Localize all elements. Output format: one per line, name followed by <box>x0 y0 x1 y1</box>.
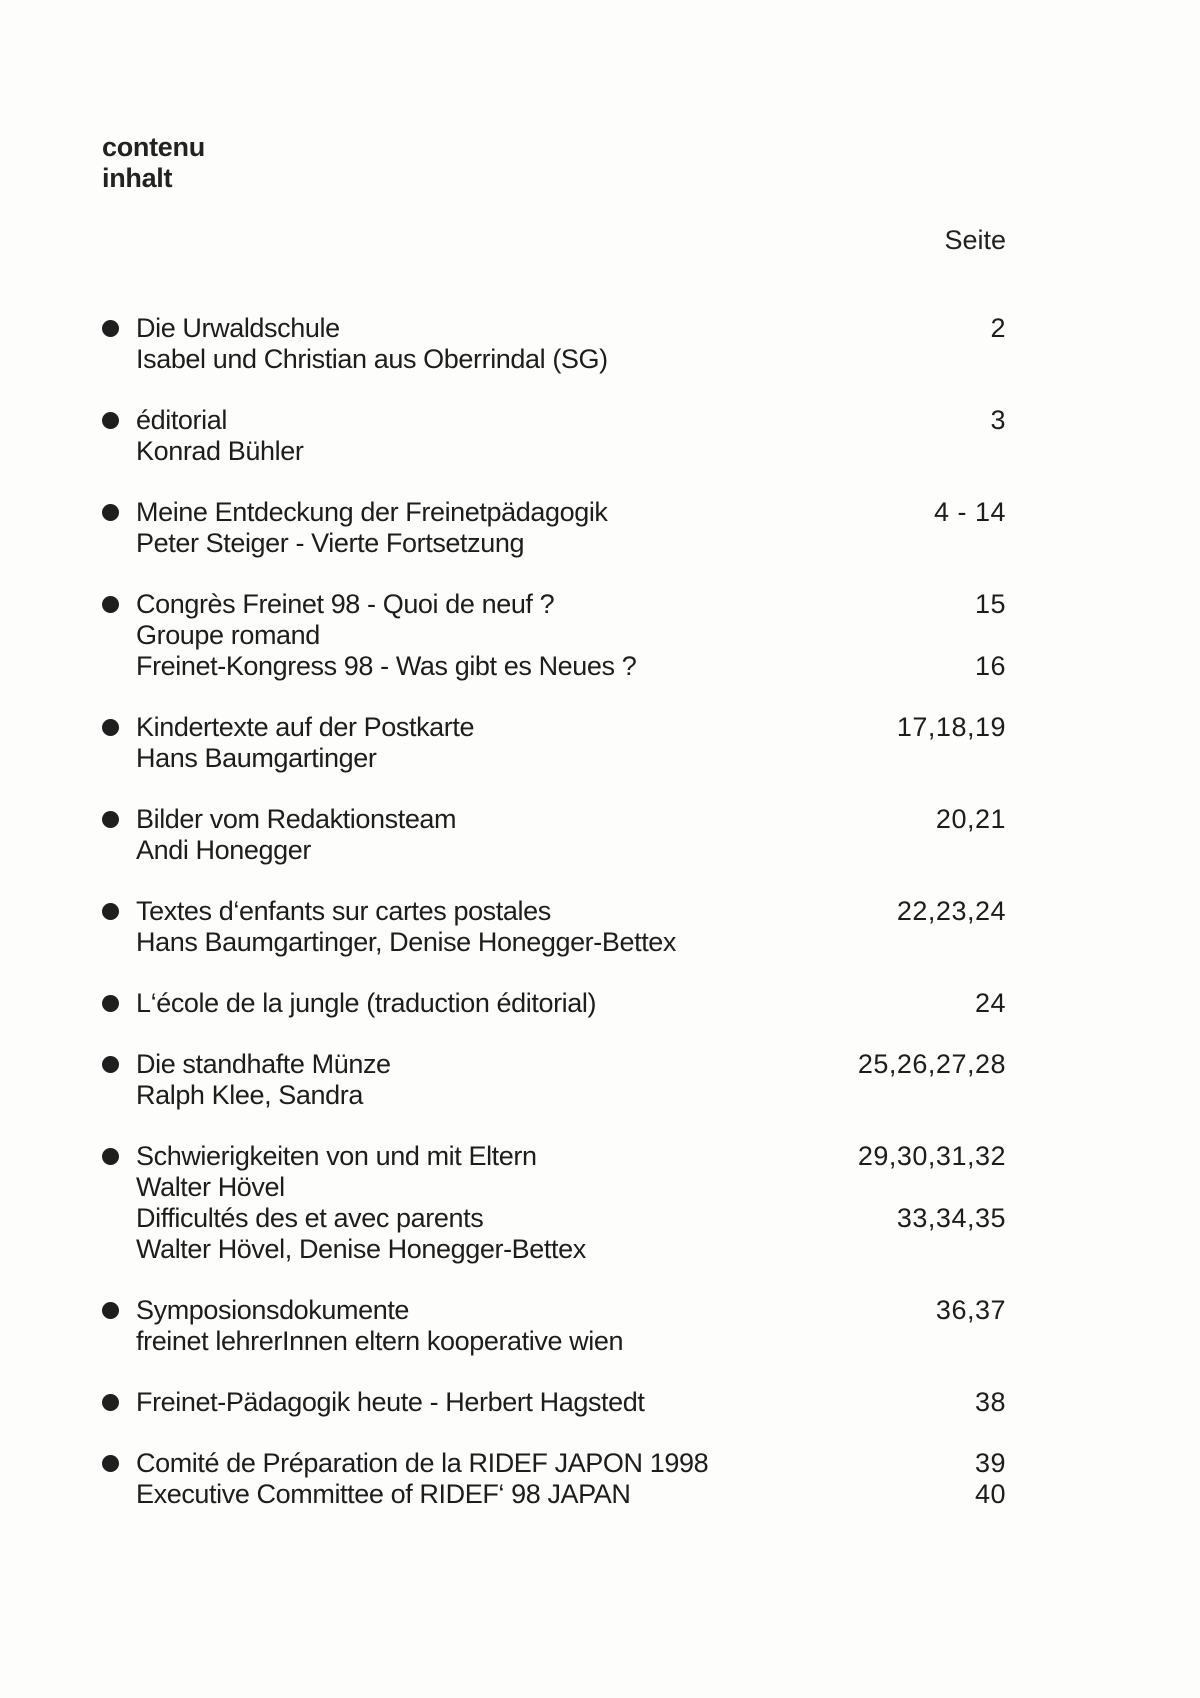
toc-line <box>136 988 1006 1019</box>
toc-line <box>136 1387 1006 1418</box>
entry-subtitle: freinet lehrerInnen eltern kooperative wien <box>136 1326 624 1356</box>
entry-subtitle: Executive Committee of RIDEF‘ 98 JAPAN <box>136 1479 631 1509</box>
page-number: 16 <box>974 651 1006 681</box>
toc-line <box>136 1479 1006 1510</box>
toc-line <box>136 804 1006 835</box>
bullet-icon <box>102 903 119 920</box>
page-number: 39 <box>974 1448 1006 1478</box>
entry-subtitle: Walter Hövel <box>136 1172 285 1202</box>
toc-entry <box>102 896 1006 958</box>
toc-line <box>136 589 1006 620</box>
page-number: 25,26,27,28 <box>857 1049 1006 1079</box>
entry-subtitle: Andi Honegger <box>136 835 311 865</box>
toc-entry <box>102 405 1006 467</box>
entry-subtitle: Peter Steiger - Vierte Fortsetzung <box>136 528 525 558</box>
toc-entry <box>102 1049 1006 1111</box>
bullet-icon <box>102 995 119 1012</box>
page-number: 24 <box>974 988 1006 1018</box>
bullet-icon <box>102 1455 119 1472</box>
entry-title: Die standhafte Münze <box>136 1049 391 1079</box>
bullet-icon <box>102 1056 119 1073</box>
heading-german: inhalt <box>102 163 173 193</box>
entry-subtitle: Isabel und Christian aus Oberrindal (SG) <box>136 344 608 374</box>
toc-entry <box>102 1448 1006 1510</box>
toc-line <box>136 1295 1006 1326</box>
entry-title: Congrès Freinet 98 - Quoi de neuf ? <box>136 589 555 619</box>
toc-line <box>136 1234 1006 1265</box>
page-number: 3 <box>990 405 1006 435</box>
entry-title: Kindertexte auf der Postkarte <box>136 712 475 742</box>
toc-entry <box>102 313 1006 375</box>
page-number: 2 <box>990 313 1006 343</box>
toc-line <box>136 1448 1006 1479</box>
toc-line <box>136 743 1006 774</box>
toc-line <box>136 1049 1006 1080</box>
toc-entry <box>102 1387 1006 1418</box>
entry-title: éditorial <box>136 405 227 435</box>
toc-entry <box>102 1295 1006 1357</box>
toc-heading <box>102 132 205 194</box>
toc-line <box>136 1203 1006 1234</box>
entry-subtitle: Walter Hövel, Denise Honegger-Bettex <box>136 1234 586 1264</box>
bullet-icon <box>102 1148 119 1165</box>
page-number: 4 - 14 <box>933 497 1006 527</box>
toc-line <box>136 835 1006 866</box>
toc-line <box>136 896 1006 927</box>
entry-title: L‘école de la jungle (traduction éditorial) <box>136 988 597 1018</box>
page-column-label: Seite <box>944 225 1006 255</box>
entry-subtitle: Groupe romand <box>136 620 320 650</box>
bullet-icon <box>102 1394 119 1411</box>
toc-line <box>136 344 1006 375</box>
page-number: 40 <box>974 1479 1006 1509</box>
page-number: 29,30,31,32 <box>857 1141 1006 1171</box>
entry-subtitle: Difficultés des et avec parents <box>136 1203 484 1233</box>
toc-line <box>136 620 1006 651</box>
toc-line <box>136 927 1006 958</box>
entry-subtitle: Hans Baumgartinger, Denise Honegger-Bettex <box>136 927 677 957</box>
page-number: 33,34,35 <box>896 1203 1006 1233</box>
toc-line <box>136 1172 1006 1203</box>
toc-line <box>136 712 1006 743</box>
heading-french: contenu <box>102 132 205 162</box>
toc-entry <box>102 497 1006 559</box>
toc-line <box>136 436 1006 467</box>
entry-title: Textes d‘enfants sur cartes postales <box>136 896 551 926</box>
page-number: 17,18,19 <box>896 712 1006 742</box>
page-number: 38 <box>974 1387 1006 1417</box>
toc-entry <box>102 988 1006 1019</box>
bullet-icon <box>102 412 119 429</box>
entry-title: Freinet-Pädagogik heute - Herbert Hagstedt <box>136 1387 645 1417</box>
table-of-contents <box>102 313 1006 1540</box>
toc-line <box>136 1080 1006 1111</box>
bullet-icon <box>102 596 119 613</box>
toc-entry <box>102 712 1006 774</box>
entry-subtitle: Hans Baumgartinger <box>136 743 377 773</box>
entry-title: Bilder vom Redaktionsteam <box>136 804 457 834</box>
page-number: 36,37 <box>935 1295 1006 1325</box>
entry-title: Comité de Préparation de la RIDEF JAPON 1998 <box>136 1448 709 1478</box>
entry-subtitle: Freinet-Kongress 98 - Was gibt es Neues ? <box>136 651 637 681</box>
entry-title: Schwierigkeiten von und mit Eltern <box>136 1141 537 1171</box>
toc-entry <box>102 1141 1006 1265</box>
toc-line <box>136 1326 1006 1357</box>
toc-entry <box>102 589 1006 682</box>
page-number: 15 <box>974 589 1006 619</box>
bullet-icon <box>102 320 119 337</box>
toc-line <box>136 528 1006 559</box>
bullet-icon <box>102 719 119 736</box>
entry-title: Meine Entdeckung der Freinetpädagogik <box>136 497 608 527</box>
bullet-icon <box>102 811 119 828</box>
toc-line <box>136 313 1006 344</box>
toc-line <box>136 497 1006 528</box>
entry-subtitle: Konrad Bühler <box>136 436 304 466</box>
page-number: 20,21 <box>935 804 1006 834</box>
toc-line <box>136 651 1006 682</box>
bullet-icon <box>102 504 119 521</box>
toc-entry <box>102 804 1006 866</box>
entry-title: Symposionsdokumente <box>136 1295 410 1325</box>
page-number: 22,23,24 <box>896 896 1006 926</box>
entry-title: Die Urwaldschule <box>136 313 340 343</box>
bullet-icon <box>102 1302 119 1319</box>
entry-subtitle: Ralph Klee, Sandra <box>136 1080 363 1110</box>
toc-line <box>136 1141 1006 1172</box>
toc-line <box>136 405 1006 436</box>
